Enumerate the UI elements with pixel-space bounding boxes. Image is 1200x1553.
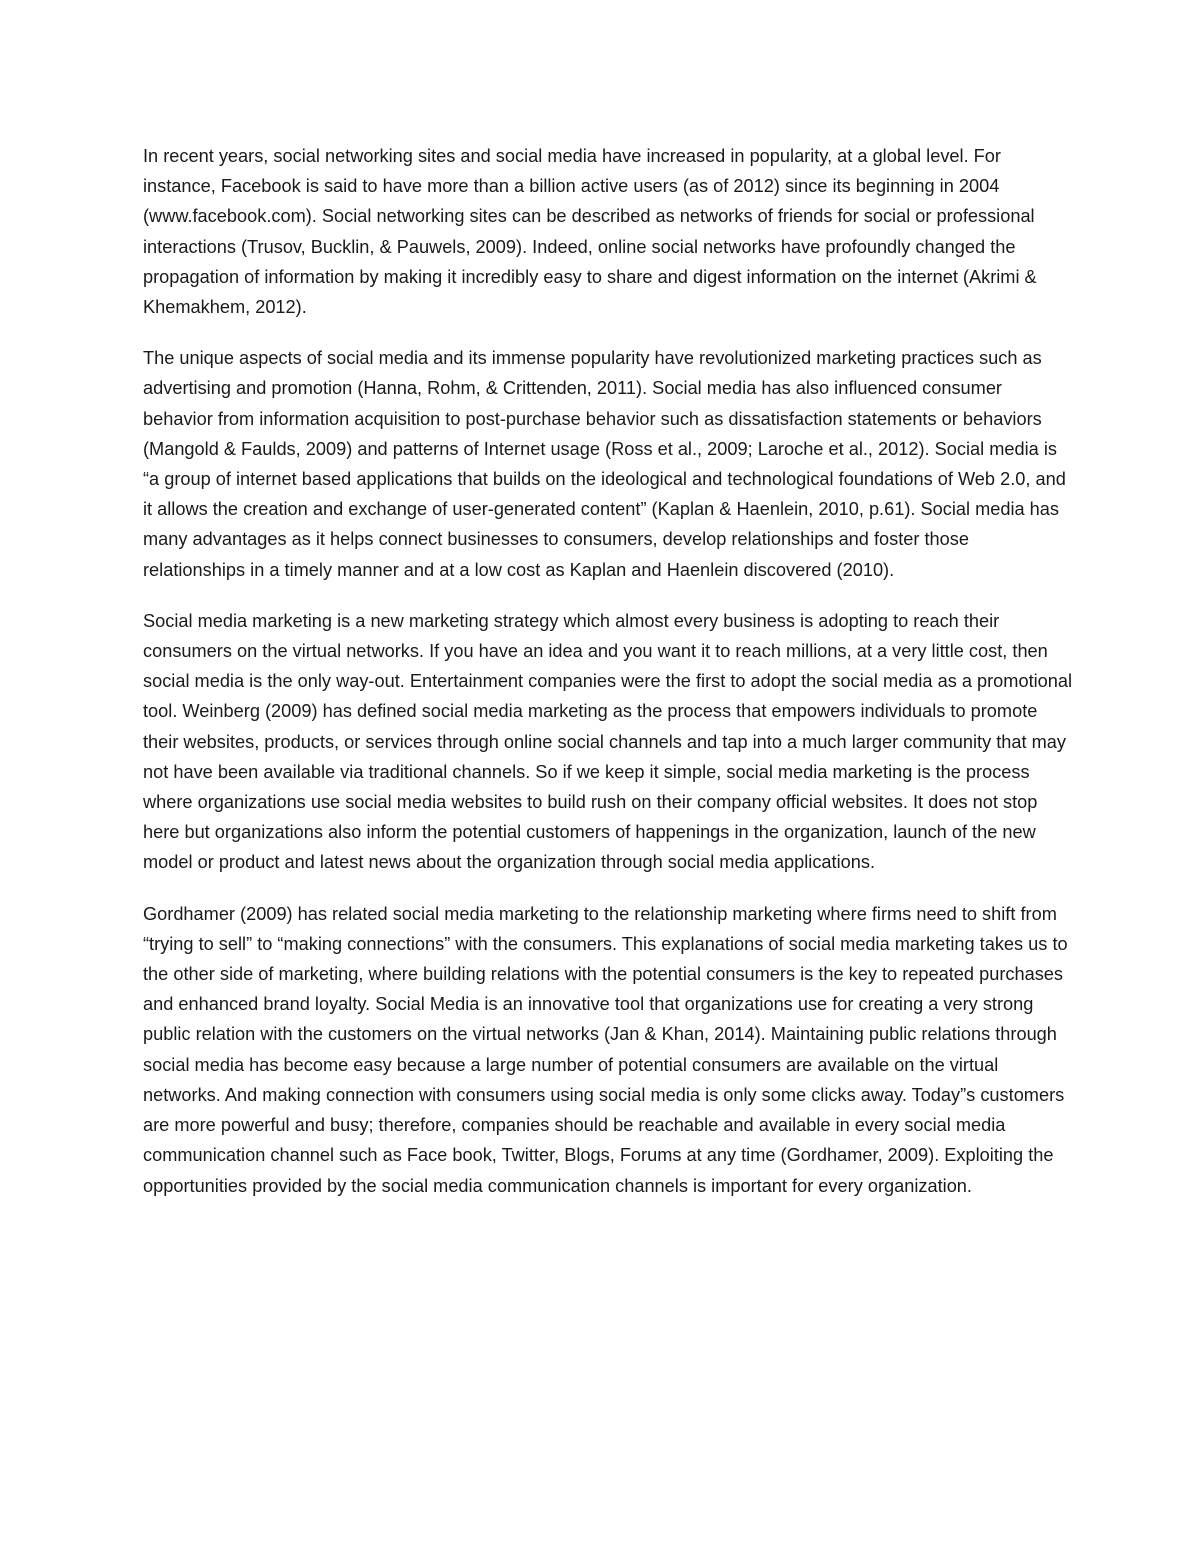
paragraph-1: In recent years, social networking sites and social media have increased in popularity, at a global level. For instance, Facebook is said to have more than a billion active users (as of 2012) since its beginning in 2004 (www.facebook.com). Social networking sites can be described as networks of friends for social or professional interactions (Trusov, Bucklin, & Pauwels, 2009). Indeed, online social networks have profoundly changed the propagation of information by making it incredibly easy to share and digest information on the internet (Akrimi & Khemakhem, 2012). xyxy=(143,146,1037,318)
paragraph-2: The unique aspects of social media and its immense popularity have revolutionized marketing practices such as advertising and promotion (Hanna, Rohm, & Crittenden, 2011). Social media has also influenced consumer behavior from information acquisition to post-purchase behavior such as dissatisfaction statements or behaviors (Mangold & Faulds, 2009) and patterns of Internet usage (Ross et al., 2009; Laroche et al., 2012). Social media is “a group of internet based applications that builds on the ideological and technological foundations of Web 2.0, and it allows the creation and exchange of user-generated content” (Kaplan & Haenlein, 2010, p.61). Social media has many advantages as it helps connect businesses to consumers, develop relationships and foster those relationships in a timely manner and at a low cost as Kaplan and Haenlein discovered (2010). xyxy=(143,348,1066,580)
document-body xyxy=(143,141,1073,1222)
paragraph-3: Social media marketing is a new marketing strategy which almost every business is adopting to reach their consumers on the virtual networks. If you have an idea and you want it to reach millions, at a very little cost, then social media is the only way-out. Entertainment companies were the first to adopt the social media as a promotional tool. Weinberg (2009) has defined social media marketing as the process that empowers individuals to promote their websites, products, or services through online social channels and tap into a much larger community that may not have been available via traditional channels. So if we keep it simple, social media marketing is the process where organizations use social media websites to build rush on their company official websites. It does not stop here but organizations also inform the potential customers of happenings in the organization, launch of the new model or product and latest news about the organization through social media applications. xyxy=(143,610,1073,873)
paragraph-4: Gordhamer (2009) has related social media marketing to the relationship marketing where firms need to shift from “trying to sell” to “making connections” with the consumers. This explanations of social media marketing takes us to the other side of marketing, where building relations with the potential consumers is the key to repeated purchases and enhanced brand loyalty. Social Media is an innovative tool that organizations use for creating a very strong public relation with the customers on the virtual networks (Jan & Khan, 2014). Maintaining public relations through social media has become easy because a large number of potential consumers are available on the virtual networks. And making connection with consumers using social media is only some clicks away. Today”s customers are more powerful and busy; therefore, companies should be reachable and available in every social media communication channel such as Face book, Twitter, Blogs, Forums at any time (Gordhamer, 2009). Exploiting the opportunities provided by the social media communication channels is important for every organization. xyxy=(143,903,1068,1196)
